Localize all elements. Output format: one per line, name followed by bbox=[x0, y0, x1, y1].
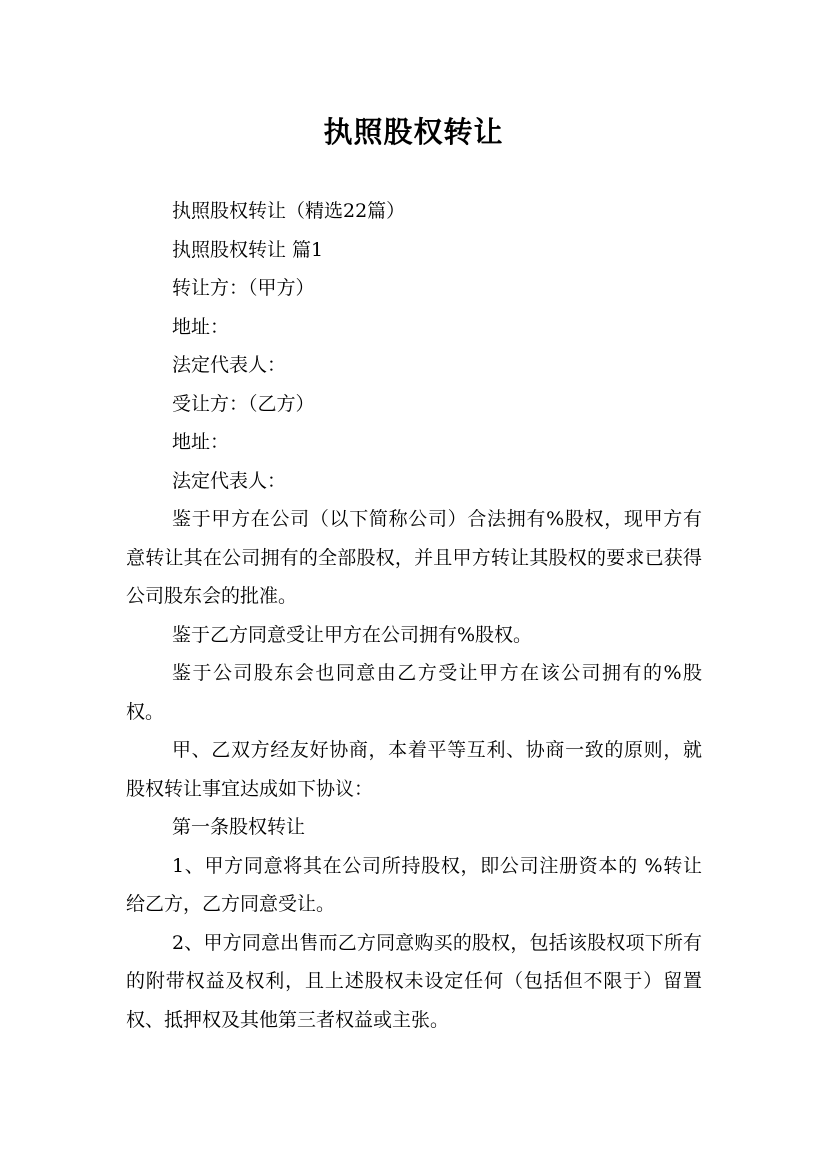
agreement-intro-paragraph: 甲、乙双方经友好协商，本着平等互利、协商一致的原则，就股权转让事宜达成如下协议： bbox=[126, 739, 702, 800]
party-b-representative: 法定代表人： bbox=[172, 469, 287, 492]
party-a-label: 转让方：（甲方） bbox=[172, 277, 315, 299]
whereas-paragraph-2: 鉴于乙方同意受让甲方在公司拥有%股权。 bbox=[172, 623, 533, 646]
party-a-representative: 法定代表人： bbox=[172, 354, 287, 376]
clause-1-paragraph: 1、甲方同意将其在公司所持股权，即公司注册资本的 %转让给乙方，乙方同意受让。 bbox=[126, 854, 702, 915]
document-body bbox=[126, 192, 702, 1039]
document-subtitle: 执照股权转让（精选22篇） bbox=[172, 200, 406, 222]
clause-2-paragraph: 2、甲方同意出售而乙方同意购买的股权，包括该股权项下所有的附带权益及权利，且上述股权未设定任何（包括但不限于）留置权、抵押权及其他第三者权益或主张。 bbox=[126, 931, 702, 1031]
document-title: 执照股权转让 bbox=[323, 115, 504, 150]
whereas-paragraph-3: 鉴于公司股东会也同意由乙方受让甲方在该公司拥有的%股权。 bbox=[126, 662, 702, 723]
article-heading: 执照股权转让 篇1 bbox=[172, 238, 324, 261]
party-b-label: 受让方：（乙方） bbox=[172, 392, 315, 415]
party-a-address: 地址： bbox=[172, 315, 230, 338]
whereas-paragraph-1: 鉴于甲方在公司（以下简称公司）合法拥有%股权，现甲方有意转让其在公司拥有的全部股权，并且甲方转让其股权的要求已获得公司股东会的批准。 bbox=[126, 508, 702, 607]
section-1-title: 第一条股权转让 bbox=[172, 816, 306, 838]
party-b-address: 地址： bbox=[172, 431, 230, 453]
